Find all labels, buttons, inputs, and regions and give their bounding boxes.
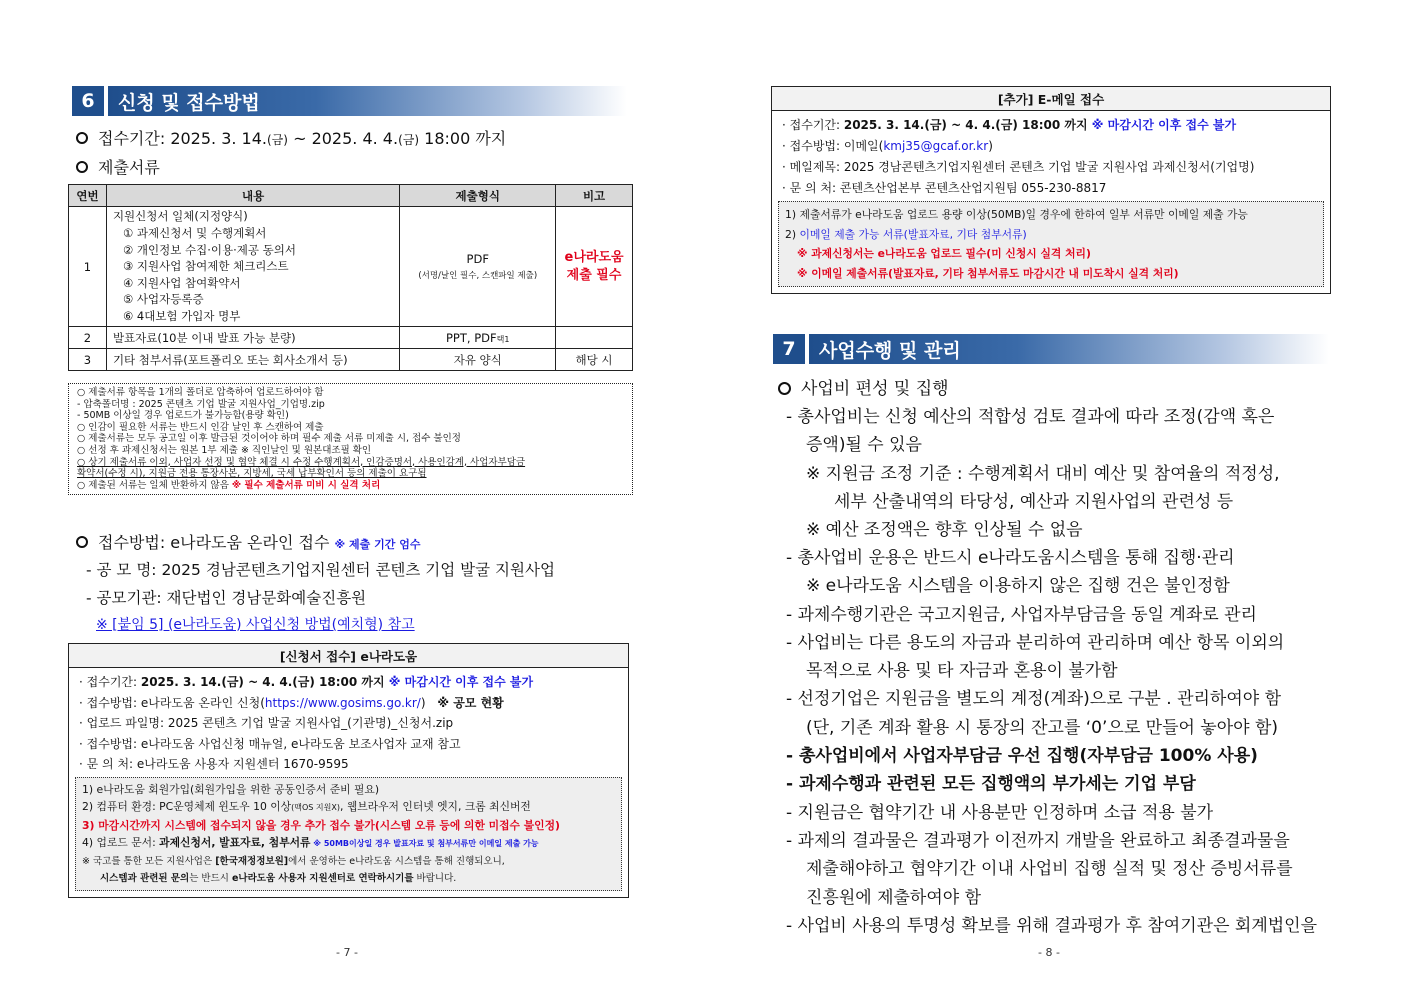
text-line: - 과제수행기관은 국고지원금, 사업자부담금을 동일 계좌로 관리 bbox=[786, 605, 1257, 625]
circle-bullet-icon bbox=[76, 161, 88, 173]
section-title: 신청 및 접수방법 bbox=[108, 86, 627, 116]
text-line: - 과제의 결과물은 결과평가 이전까지 개발을 완료하고 최종결과물을 bbox=[786, 831, 1290, 851]
col-header: 비고 bbox=[556, 185, 633, 207]
page-number: - 8 - bbox=[1038, 946, 1060, 959]
text-line: - 총사업비 운용은 반드시 e나라도움시스템을 통해 집행·관리 bbox=[786, 548, 1235, 568]
section-header-6 bbox=[72, 86, 627, 116]
col-header: 내용 bbox=[106, 185, 399, 207]
circle-bullet-icon bbox=[76, 536, 88, 548]
page-7 bbox=[0, 0, 700, 992]
text-line: 증액)될 수 있음 bbox=[806, 435, 922, 455]
circle-bullet-icon bbox=[76, 132, 88, 144]
text-line: 진흥원에 제출하여야 함 bbox=[806, 888, 982, 908]
page-8 bbox=[702, 0, 1403, 992]
enara-notes: 1) e나라도움 회원가입(회원가입을 위한 공동인증서 준비 필요) 2) 컴퓨터 환경: PC운영체제 윈도우 10 이상(맥OS 지원X), 웹브라우저 인터넷 엣지, 크롬 최신버전 3) 마감시간까지 시스템에 접수되지 않을 경우 추가 접수 불가(시스템 오류 등에 의한 미접수 불인정) 4) 업로드 문서: 과제신청서, 발표자료, 첨부서류 ※ 50MB이상일 경우 발표자료 및 첨부서류만 이메일 제출 가능 ※ 국고를 통한 모든 지원사업은 [한국재정정보원]에서 운영하는 e나라도움 시스템을 통해 진행되오니, 시스템과 관련된 문의는 반드시 e나라도움 사용자 지원센터로 연락하시기를 바랍니다. bbox=[75, 777, 622, 891]
table-row: 2 발표자료(10분 이내 발표 가능 분량) PPT, PDF택1 bbox=[69, 327, 633, 349]
email-link[interactable]: kmj35@gcaf.or.kr bbox=[883, 139, 989, 153]
notice-name: - 공 모 명: 2025 경남콘텐츠기업지원센터 콘텐츠 기업 발굴 지원사업 bbox=[86, 561, 555, 579]
reception-period: 접수기간: 2025. 3. 14.(금) ~ 2025. 4. 4.(금) 18:00 까지 bbox=[76, 126, 506, 149]
notice-org: - 공모기관: 재단법인 경남문화예술진흥원 bbox=[86, 589, 367, 607]
gosims-link[interactable]: https://www.gosims.go.kr/ bbox=[264, 695, 421, 710]
row-content: 지원신청서 일체(지정양식) ① 과제신청서 및 수행계획서 ② 개인정보 수집·이용·제공 동의서 ③ 지원사업 참여제한 체크리스트 ④ 지원사업 참여확약서 ⑤ 사업자등록증 ⑥ 4대보험 가입자 명부 bbox=[106, 207, 399, 327]
table-row: 3 기타 첨부서류(포트폴리오 또는 회사소개서 등) 자유 양식 해당 시 bbox=[69, 349, 633, 371]
text-line: ※ e나라도움 시스템을 이용하지 않은 집행 건은 불인정함 bbox=[806, 576, 1230, 596]
submission-table bbox=[68, 184, 633, 371]
text-line: 목적으로 사용 및 타 자금과 혼용이 불가함 bbox=[806, 661, 1118, 681]
reference-link[interactable]: ※ [붙임 5] (e나라도움) 사업신청 방법(예치형) 참고 bbox=[96, 617, 415, 633]
text-line: - 사업비는 다른 용도의 자금과 분리하여 관리하며 예산 항목 이외의 bbox=[786, 633, 1285, 653]
text-line: 세부 산출내역의 타당성, 예산과 지원사업의 관련성 등 bbox=[834, 492, 1234, 512]
text-line: - 과제수행과 관련된 모든 집행액의 부가세는 기업 부담 bbox=[786, 774, 1196, 794]
section-number: 6 bbox=[72, 86, 104, 116]
col-header: 제출형식 bbox=[400, 185, 556, 207]
text-line: - 지원금은 협약기간 내 사용분만 인정하며 소급 적용 불가 bbox=[786, 803, 1214, 823]
col-header: 연번 bbox=[69, 185, 107, 207]
submission-notes: ○ 제출서류 항목을 1개의 폴더로 압축하여 업로드하여야 함 - 압축폴더명 : 2025 콘텐츠 기업 발굴 지원사업_기업명.zip - 50MB 이상일 경우 업로드가 불가능함(용량 확인) ○ 인감이 필요한 서류는 반드시 인감 날인 후 스캔하여 제출 ○ 제출서류는 모두 공고일 이후 발급된 것이어야 하며 필수 제출 서류 미제출 시, 접수 불인정 ○ 선정 후 과제신청서는 원본 1부 제출 ※ 직인날인 및 원본대조필 확인 ○ 상기 제출서류 이외, 사업자 선정 및 협약 체결 시 수정 수행계획서, 인감증명서, 사용인감계, 사업자부담금 확약서(수정 시), 지원금 전용 통장사본, 지방세, 국세 납부확인서 등의 제출이 요구됨 ○ 제출된 서류는 일체 반환하지 않음 ※ 필수 제출서류 미비 시 실격 처리 bbox=[68, 383, 633, 495]
text-line: 제출해야하고 협약기간 이내 사업비 집행 실적 및 정산 증빙서류를 bbox=[806, 859, 1293, 879]
text-line: (단, 기존 계좌 활용 시 통장의 잔고를 ‘0’으로 만들어 놓아야 함) bbox=[806, 718, 1279, 738]
table-row bbox=[69, 207, 633, 327]
text-line: ※ 지원금 조정 기준 : 수행계획서 대비 예산 및 참여율의 적정성, bbox=[806, 464, 1280, 484]
reception-method: 접수방법: e나라도움 온라인 접수 ※ 제출 기간 엄수 bbox=[76, 530, 420, 553]
text-line: - 총사업비에서 사업자부담금 우선 집행(자부담금 100% 사용) bbox=[786, 746, 1258, 766]
budget-label: 사업비 편성 및 집행 bbox=[778, 374, 949, 399]
section-title: 사업수행 및 관리 bbox=[809, 334, 1329, 364]
section-header-7 bbox=[773, 334, 1329, 364]
submission-docs-label: 제출서류 bbox=[76, 155, 160, 178]
section-number: 7 bbox=[773, 334, 805, 364]
text-line: - 총사업비는 신청 예산의 적합성 검토 결과에 따라 조정(감액 혹은 bbox=[786, 407, 1275, 427]
row-number: 1 bbox=[69, 207, 107, 327]
text-line: ※ 예산 조정액은 향후 인상될 수 없음 bbox=[806, 520, 1083, 540]
enara-application-box: [신청서 접수] e나라도움 · 접수기간: 2025. 3. 14.(금) ~ 4. 4.(금) 18:00 까지 ※ 마감시간 이후 접수 불가 · 접수방법: e나라도움 온라인 신청(https://www.gosims.go.kr/) ※ 공모 현황 · 업로드 파일명: 2025 콘텐츠 기업 발굴 지원사업_(기관명)_신청서.zip · 접수방법: e나라도움 사업신청 매뉴얼, e나라도움 보조사업자 교재 참고 · 문 의 처: e나라도움 사용자 지원센터 1670-9595 1) e나라도움 회원가입(회원가입을 위한 공동인증서 준비 필요) 2) 컴퓨터 환경: PC운영체제 윈도우 10 이상(맥OS 지원X), 웹브라우저 인터넷 엣지, 크롬 최신버전 3) 마감시간까지 시스템에 접수되지 않을 경우 추가 접수 불가(시스템 오류 등에 의한 미접수 불인정) 4) 업로드 문서: 과제신청서, 발표자료, 첨부서류 ※ 50MB이상일 경우 발표자료 및 첨부서류만 이메일 제출 가능 ※ 국고를 통한 모든 지원사업은 [한국재정정보원]에서 운영하는 e나라도움 시스템을 통해 진행되오니, 시스템과 관련된 문의는 반드시 e나라도움 사용자 지원센터로 연락하시기를 바랍니다. bbox=[68, 643, 629, 898]
circle-bullet-icon bbox=[778, 382, 791, 395]
email-notes: 1) 제출서류가 e나라도움 업로드 용량 이상(50MB)일 경우에 한하여 일부 서류만 이메일 제출 가능 2) 이메일 제출 가능 서류(발표자료, 기타 첨부서류) ※ 과제신청서는 e나라도움 업로드 필수(미 신청시 실격 처리) ※ 이메일 제출서류(발표자료, 기타 첨부서류도 마감시간 내 미도착시 실격 처리) bbox=[778, 201, 1324, 287]
row-remark: e나라도움 제출 필수 bbox=[556, 207, 633, 327]
box-title: [추가] E-메일 접수 bbox=[772, 87, 1330, 111]
box-title: [신청서 접수] e나라도움 bbox=[69, 644, 628, 668]
row-format: PDF (서명/날인 필수, 스캔파일 제출) bbox=[400, 207, 556, 327]
text-line: - 사업비 사용의 투명성 확보를 위해 결과평가 후 참여기관은 회계법인을 bbox=[786, 916, 1318, 936]
page-number: - 7 - bbox=[336, 946, 358, 959]
text-line: - 선정기업은 지원금을 별도의 계정(계좌)으로 구분 . 관리하여야 함 bbox=[786, 689, 1282, 709]
email-submission-box: [추가] E-메일 접수 · 접수기간: 2025. 3. 14.(금) ~ 4. 4.(금) 18:00 까지 ※ 마감시간 이후 접수 불가 · 접수방법: 이메일(kmj35@gcaf.or.kr) · 메일제목: 2025 경남콘텐츠기업지원센터 콘텐츠 기업 발굴 지원사업 과제신청서(기업명) · 문 의 처: 콘텐츠산업본부 콘텐츠산업지원팀 055-230-8817 1) 제출서류가 e나라도움 업로드 용량 이상(50MB)일 경우에 한하여 일부 서류만 이메일 제출 가능 2) 이메일 제출 가능 서류(발표자료, 기타 첨부서류) ※ 과제신청서는 e나라도움 업로드 필수(미 신청시 실격 처리) ※ 이메일 제출서류(발표자료, 기타 첨부서류도 마감시간 내 미도착시 실격 처리) bbox=[771, 86, 1331, 294]
